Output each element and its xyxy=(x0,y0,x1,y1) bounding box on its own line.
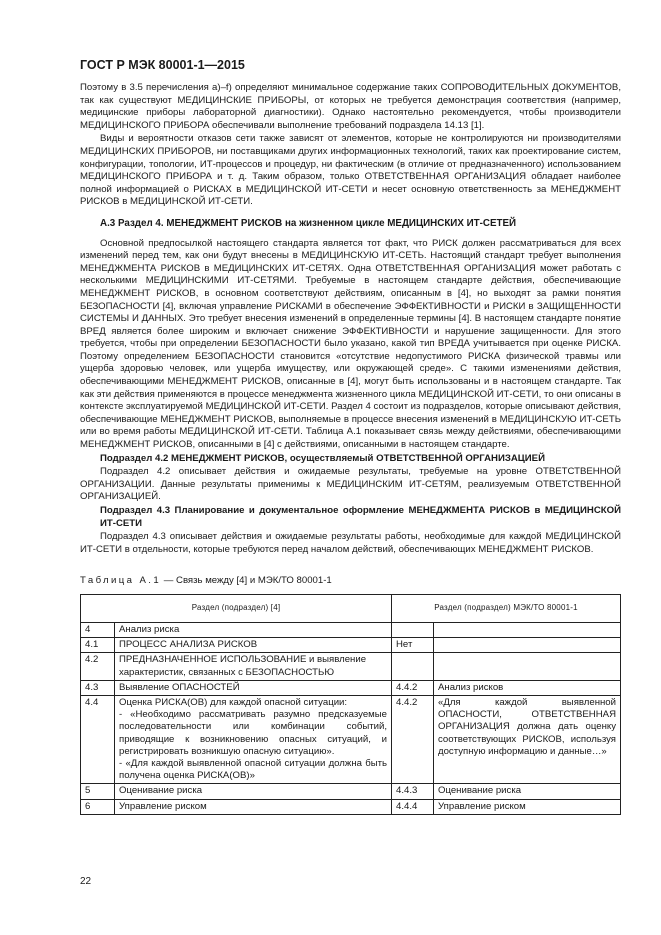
cell-clause: 4.4.4 xyxy=(392,799,434,814)
subsection-heading: Подраздел 4.2 МЕНЕДЖМЕНТ РИСКОВ, осуществляемый ОТВЕТСТВЕННОЙ ОРГАНИЗАЦИЕЙ xyxy=(100,452,545,464)
correspondence-table xyxy=(80,594,621,815)
paragraph: Основной предпосылкой настоящего стандарта является тот факт, что РИСК должен рассматриваться для всех изменений перед тем, как они будут внесены в МЕДИЦИНСКУЮ ИТ-СЕТЬ. Настоящий стандарт требует выполнения МЕНЕДЖМЕНТА РИСКОВ в МЕДИЦИНСКИХ ИТ-СЕТЯХ. Одна ОТВЕТСТВЕННАЯ ОРГАНИЗАЦИЯ может работать с несколькими МЕДИЦИНСКИМИ ИТ-СЕТЯМИ. Требуемые в настоящем стандарте действия, обеспечивающие МЕНЕДЖМЕНТ РИСКОВ, в основном соответствуют действиям, описанным в [4], но выходят за рамки понятия БЕЗОПАСНОСТИ [4], включая управление РИСКАМИ в обеспечение ЭФФЕКТИВНОСТИ и РИСКИ в ЗАЩИЩЕННОСТИ СИСТЕМЫ И ДАННЫХ. Это требует внесения изменений в определенные термины [4]. В настоящем стандарте понятие ВРЕД является более широким и включает снижение ЭФФЕКТИВНОСТИ и нарушение защищенности. Для этого требуется, чтобы при определении БЕЗОПАСНОСТИ было указано, какой тип ВРЕДА учитывается при оценке РИСКА. Поэтому определением БЕЗОПАСНОСТИ становится «отсутствие недопустимого РИСКА физической травмы или ущерба здоровью человек, или ущерба имуществу, или окружающей среде». С такими изменениями действия, обеспечивающими МЕНЕДЖМЕНТ РИСКОВ, описанные в [4], могут быть использованы и в настоящем стандарте. Так как эти действия применяются в процессе менеджмента жизненного цикла МЕДИЦИНСКОЙ ИТ-СЕТИ, то они описаны в контексте эксплуатируемой МЕДИЦИНСКОЙ ИТ-СЕТИ. Раздел 4 состоит из подразделов, которые описывают действия, обеспечивающие МЕНЕДЖМЕНТ РИСКОВ, выполняемые в процессе внесения изменений в МЕДИЦИНСКУЮ ИТ-СЕТЬ или во время работы МЕДИЦИНСКОЙ ИТ-СЕТИ. Таблица А.1 показывает связь между действиями, обеспечивающими МЕНЕДЖМЕНТ РИСКОВ, описанными в [4] с действиями, описанными в настоящем стандарте. xyxy=(80,237,621,451)
cell-clause: 4.1 xyxy=(81,638,115,653)
cell-clause: 5 xyxy=(81,784,115,799)
subsection-heading: Подраздел 4.3 Планирование и документальное оформление МЕНЕДЖМЕНТА РИСКОВ в МЕДИЦИНСКОЙ ИТ-СЕТИ xyxy=(100,505,621,529)
cell-title xyxy=(434,623,621,638)
cell-clause: 4.2 xyxy=(81,653,115,680)
cell-title: «Для каждой выявленной ОПАСНОСТИ, ОТВЕТСТВЕННАЯ ОРГАНИЗАЦИЯ должна дать оценку соответствующих РИСКОВ, используя доступную информацию и данные…» xyxy=(434,696,621,784)
cell-line: Оценка РИСКА(ОВ) для каждой опасной ситуации: xyxy=(119,697,348,709)
cell-clause: 4.4.2 xyxy=(392,680,434,695)
paragraph: Виды и вероятности отказов сети также зависят от элементов, которые не контролируются ни производителями МЕДИЦИНСКИХ ПРИБОРОВ, ни поставщиками других информационных технологий, таких как проектирование систем, конфигурации, топологии, ИТ-процессов и процедур, ни фактическим (в отличие от предназначенного) использованием МЕДИЦИНСКОГО ПРИБОРА и т. д. Таким образом, только ОТВЕТСТВЕННАЯ ОРГАНИЗАЦИЯ обладает наиболее полной информацией о РИСКАХ в МЕДИЦИНСКОЙ ИТ-СЕТИ и несет основную ответственность за МЕНЕДЖМЕНТ РИСКОВ в МЕДИЦИНСКОЙ ИТ-СЕТИ. xyxy=(80,133,621,208)
cell-clause xyxy=(392,653,434,680)
cell-clause: 4.4 xyxy=(81,696,115,784)
table-row xyxy=(81,784,621,799)
body-text xyxy=(80,82,621,556)
table-caption-text: — Связь между [4] и МЭК/ТО 80001-1 xyxy=(161,575,332,586)
cell-title xyxy=(115,696,392,784)
cell-clause: 4.3 xyxy=(81,680,115,695)
cell-clause: 4.4.2 xyxy=(392,696,434,784)
cell-title: Оценивание риска xyxy=(115,784,392,799)
cell-title: Оценивание риска xyxy=(434,784,621,799)
cell-title: Выявление ОПАСНОСТЕЙ xyxy=(115,680,392,695)
cell-title: Управление риском xyxy=(434,799,621,814)
table-row xyxy=(81,623,621,638)
table-caption-label: Таблица А.1 xyxy=(80,575,162,586)
cell-title xyxy=(434,653,621,680)
cell-line: - «Необходимо рассматривать разумно предсказуемые последовательности или комбинации событий, приводящие к возникновению опасных ситуаций, и регистрировать возникшую опасную ситуацию». xyxy=(119,709,387,757)
cell-title: Анализ риска xyxy=(115,623,392,638)
document-header: ГОСТ Р МЭК 80001-1—2015 xyxy=(80,58,245,72)
cell-clause: 6 xyxy=(81,799,115,814)
cell-line: - «Для каждой выявленной опасной ситуации должна быть получена оценка РИСКА(ОВ)» xyxy=(119,758,387,782)
cell-title: ПРЕДНАЗНАЧЕННОЕ ИСПОЛЬЗОВАНИЕ и выявление характеристик, связанных с БЕЗОПАСНОСТЬЮ xyxy=(115,653,392,680)
cell-clause xyxy=(392,623,434,638)
paragraph: Подраздел 4.2 описывает действия и ожидаемые результаты, требуемые на уровне ОТВЕТСТВЕННОЙ ОРГАНИЗАЦИИ. Данные результаты применимы к МЕДИЦИНСКИМ ИТ-СЕТЯМ, реализуемым ОТВЕТСТВЕННОЙ ОРГАНИЗАЦИЕЙ. xyxy=(80,466,621,503)
cell-title xyxy=(434,638,621,653)
table-row xyxy=(81,653,621,680)
cell-title: Управление риском xyxy=(115,799,392,814)
page-number: 22 xyxy=(80,876,92,887)
cell-clause: 4.4.3 xyxy=(392,784,434,799)
paragraph: Подраздел 4.3 описывает действия и ожидаемые результаты работы, необходимые для каждой МЕДИЦИНСКОЙ ИТ-СЕТИ в отдельности, которые требуются перед началом действий, обеспечивающих МЕНЕДЖМЕНТ РИСКОВ. xyxy=(80,531,621,555)
table-header-left: Раздел (подраздел) [4] xyxy=(81,595,392,623)
cell-clause: Нет xyxy=(392,638,434,653)
table-caption xyxy=(80,575,332,586)
cell-title: ПРОЦЕСС АНАЛИЗА РИСКОВ xyxy=(115,638,392,653)
section-heading: А.3 Раздел 4. МЕНЕДЖМЕНТ РИСКОВ на жизненном цикле МЕДИЦИНСКИХ ИТ-СЕТЕЙ xyxy=(100,217,517,229)
table-row xyxy=(81,680,621,695)
table-row xyxy=(81,799,621,814)
paragraph: Поэтому в 3.5 перечисления а)–f) определяют минимальное содержание таких СОПРОВОДИТЕЛЬНЫХ ДОКУМЕНТОВ, так как существуют МЕДИЦИНСКИЕ ПРИБОРЫ, от которых не требуется демонстрация соответствия (например, медицинские приборы лабораторной диагностики). Однако настоятельно рекомендуется, чтобы производители МЕДИЦИНСКОГО ПРИБОРА обеспечивали выполнение требований подраздела 14.13 [1]. xyxy=(80,82,621,131)
cell-title: Анализ рисков xyxy=(434,680,621,695)
table-header-right: Раздел (подраздел) МЭК/ТО 80001-1 xyxy=(392,595,621,623)
table-row xyxy=(81,638,621,653)
table-header-row xyxy=(81,595,621,623)
table-row xyxy=(81,696,621,784)
cell-clause: 4 xyxy=(81,623,115,638)
